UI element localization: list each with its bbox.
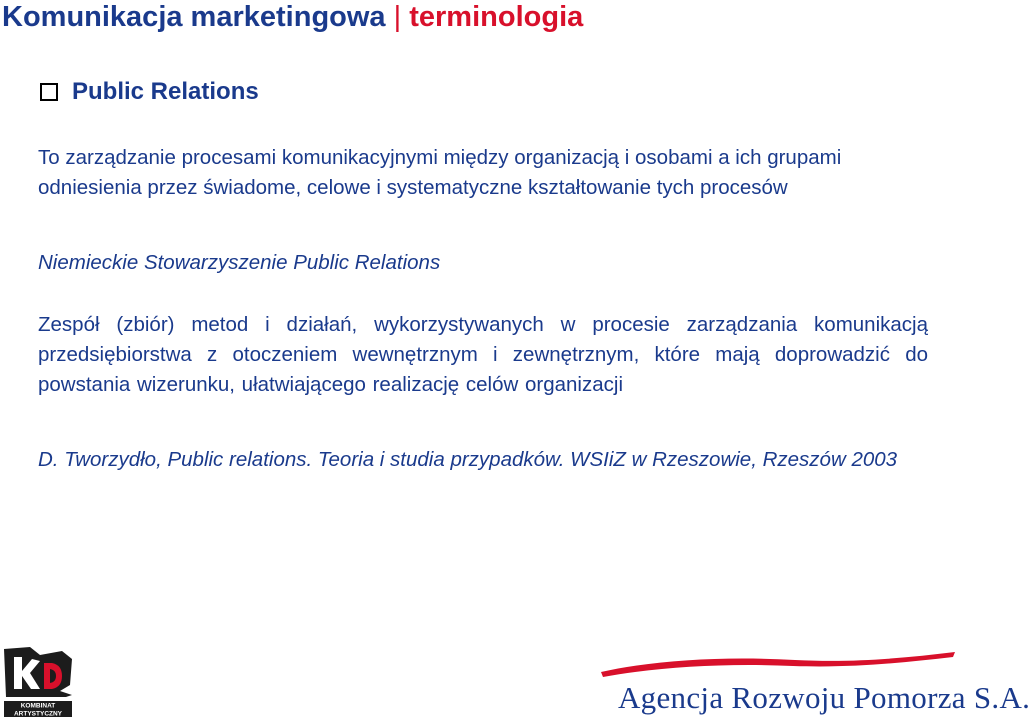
source-2: D. Tworzydło, Public relations. Teoria i studia przypadków. WSIiZ w Rzeszowie, Rzeszów 2003 <box>38 448 898 471</box>
checkbox-bullet-icon <box>40 83 58 101</box>
title-separator: | <box>393 1 402 33</box>
definition-2: Zespół (zbiór) metod i działań, wykorzystywanych w procesie zarządzania komunikacją przedsiębiorstwa z otoczeniem wewnętrznym i zewnętrznym, które mają doprowadzić do powstania wizerunku, ułatwiającego realizację celów organizacji <box>38 313 928 396</box>
kombinat-line2: ARTYSTYCZNY <box>13 710 63 718</box>
kombinat-artystyczny-logo-icon <box>0 645 76 719</box>
definition-1: To zarządzanie procesami komunikacyjnymi między organizacją i osobami a ich grupami odniesienia przez świadome, celowe i systematyczne kształtowanie tych procesów <box>38 146 842 199</box>
kombinat-line1: KOMBINAT <box>20 702 56 710</box>
agencja-rozwoju-pomorza-text: Agencja Rozwoju Pomorza S.A. <box>618 680 1030 715</box>
source-1: Niemieckie Stowarzyszenie Public Relations <box>38 251 441 274</box>
slide-title <box>2 0 583 34</box>
bullet-label: Public Relations <box>72 78 259 105</box>
title-highlight: terminologia <box>409 1 584 33</box>
title-main: Komunikacja marketingowa <box>2 1 386 33</box>
bullet-public-relations <box>40 78 259 106</box>
